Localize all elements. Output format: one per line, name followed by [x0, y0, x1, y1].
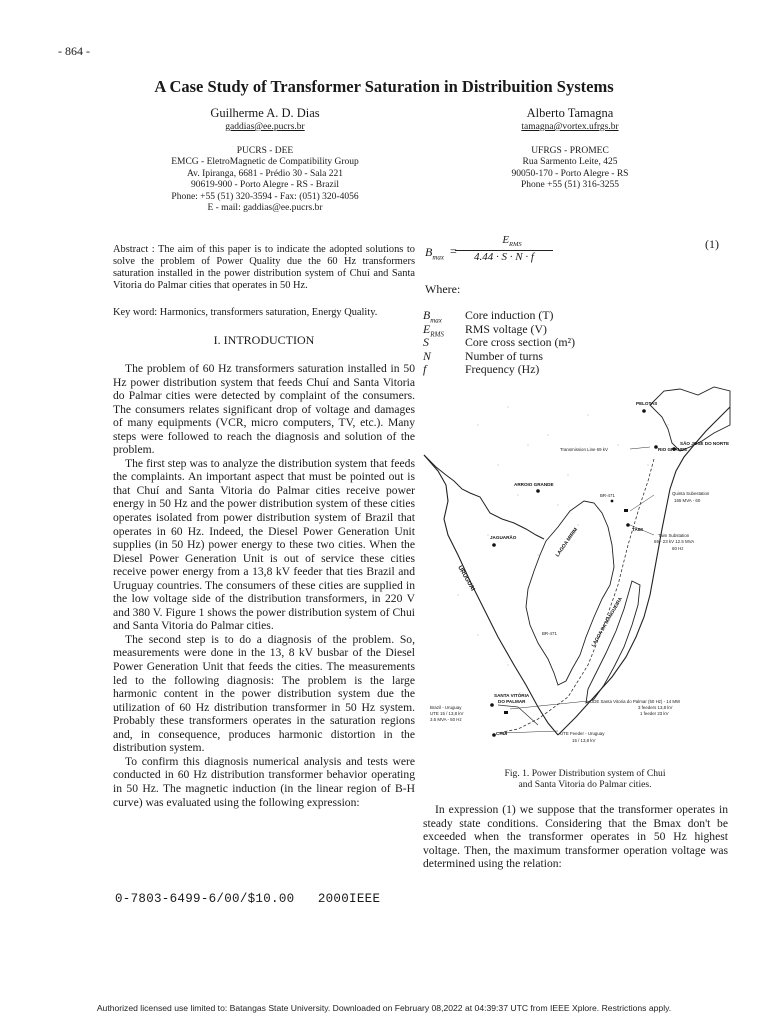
map-label-rio-grande: RIO GRANDE	[658, 447, 688, 452]
author-2-email[interactable]: tamagna@vortex.ufrgs.br	[521, 122, 619, 132]
author-1-email[interactable]: gaddias@ee.pucrs.br	[225, 122, 305, 132]
map-label-santa-vitoria-2: DO PALMAR	[498, 699, 526, 704]
map-label-brazil-uruguay-2: UTE 15 / 13,8 kV	[430, 711, 464, 716]
map-label-ude-2: 3 feeders 13,8 kV	[638, 705, 673, 710]
caption-line: and Santa Vitoria do Palmar cities.	[518, 779, 652, 790]
affiliation-line: E - mail: gaddias@ee.pucrs.br	[207, 203, 323, 214]
affiliation-line: 90619-900 - Porto Alegre - RS - Brazil	[190, 180, 340, 191]
keywords: Key word: Harmonics, transformers saturation, Energy Quality.	[113, 307, 378, 318]
affiliation-line: PUCRS - DEE	[236, 146, 294, 156]
author-1-name: Guilherme A. D. Dias	[210, 106, 320, 120]
map-label-brazil-uruguay-1: Brazil - Uruguay	[430, 705, 462, 710]
equation-lhs: $B_{max}$	[425, 245, 445, 262]
right-column-paragraph	[423, 803, 728, 871]
author-2-name: Alberto Tamagna	[526, 106, 614, 120]
figure-caption	[470, 768, 700, 790]
map-label-ude-1: UDE Santa Vitoria do Palmar (50 Hz) - 14 MW	[590, 699, 681, 704]
paper-title: A Case Study of Transformer Saturation in Distribuition Systems	[154, 77, 614, 96]
map-label-lagoa-mirim: LAGOA MIRIM	[554, 526, 580, 559]
copyright-code: 0-7803-6499-6/00/$10.00 2000IEEE	[115, 892, 381, 906]
equation-number: (1)	[705, 237, 719, 251]
author-1-affiliation	[130, 146, 400, 214]
transmission-line	[628, 459, 654, 545]
section-heading: I. INTRODUCTION	[213, 333, 315, 347]
equals-sign: =	[450, 244, 457, 258]
affiliation-line: Rua Sarmento Leite, 425	[522, 157, 618, 168]
author-2-affiliation	[470, 146, 670, 192]
feeder-line	[498, 545, 628, 733]
intro-paragraph: The first step was to analyze the distribution system that feeds the complaints. An important aspect that must be pointed out is that Chuí and Santa Vitoria do Palmar cities receive power energy in 50 Hz and the power distribution system of these cities operates isolated from power distribution system of Brazil that operates in 60 Hz. Indeed, the Diesel Power Generation Unit supplies (in 50 Hz) power energy to these two cities. When the Diesel Power Generation Unit is out of service these cities receive power energy from a 13,8 kV feeder that ties Brazil and Uruguay countries. The consumers of these cities are supplied in the low voltage side of the distribution transformers, in 220 V and 380 V. Figure 1 shows the power distribution system of Chui and Santa Vitoria do Palmar cities.	[113, 456, 415, 633]
body-paragraph: In expression (1) we suppose that the transformer operates in steady state conditions. Considering that the Bmax don't be exceeded when the transformer operates in 50 Hz highest voltage. Then, the maximum transformer operation voltage was determined using the relation:	[423, 803, 728, 871]
map-label-ute-feeder-1: UTE Feeder - Uruguay	[560, 731, 605, 736]
equation-1	[425, 236, 725, 276]
distribution-map-figure	[418, 385, 734, 763]
map-label-taim-sub-3: 60 Hz	[672, 546, 684, 551]
variable-row: N Number of turns	[423, 348, 543, 363]
map-label-lagoa-mangueira: LAGOA DA MANGUEIRA	[591, 596, 624, 648]
lagoa-mirim	[526, 501, 614, 685]
map-label-transmission: Transmission Line 69 kV	[560, 447, 608, 452]
variable-row: $E_{RMS}$ RMS voltage (V)	[423, 321, 547, 338]
city-markers	[490, 409, 676, 737]
caption-line: Fig. 1. Power Distribution system of Chui	[504, 768, 666, 779]
map-label-sao-jose: SÃO JOSÉ DO NORTE	[680, 441, 730, 446]
variable-row: f Frequency (Hz)	[423, 362, 540, 377]
coastline	[558, 407, 730, 735]
license-notice: Authorized licensed use limited to: Batangas State University. Downloaded on February 08,2022 at 04:39:37 UTC from IEEE Xplore. Restrictions apply.	[96, 1003, 672, 1013]
label-leaders	[502, 447, 654, 733]
map-label-brazil-uruguay-3: 3.5 MVA - 50 Hz	[430, 717, 462, 722]
map-label-uruguai: URUGUAI	[456, 565, 476, 593]
variable-list	[423, 309, 723, 377]
uruguay-border	[424, 455, 544, 539]
abstract: Abstract : The aim of this paper is to indicate the adopted solutions to solve the problem of Power Quality due the 60 Hz transformers saturation installed in the power distribution system of Chuí and Santa Vitoria do Palmar cities that operates in 50 Hz.	[113, 244, 415, 291]
equation-numerator: $E_{RMS}$	[502, 234, 522, 249]
map-label-ude-3: 1 feeder 23 kV	[640, 711, 669, 716]
intro-body	[113, 362, 415, 809]
page-number: - 864 -	[58, 44, 90, 58]
intro-paragraph: To confirm this diagnosis numerical analysis and tests were conducted in 60 Hz distribution transformer behavior operating in 50 Hz. The magnetic induction (in the linear region of B-H curve) was evaluated using the following expression:	[113, 754, 415, 809]
map-label-arroio-grande: ARROIO GRANDE	[514, 482, 554, 487]
affiliation-line: Av. Ipiranga, 6681 - Prédio 30 - Sala 221	[187, 168, 343, 179]
map-label-santa-vitoria-1: SANTA VITÓRIA	[494, 693, 530, 698]
affiliation-line: Phone +55 (51) 316-3255	[521, 180, 619, 191]
map-label-ute-feeder-2: 15 / 13,8 kV	[572, 738, 596, 743]
map-label-quinta-2: 165 MVA - 60	[674, 498, 701, 503]
intro-paragraph: The second step is to do a diagnosis of the problem. So, measurements were done in the 13, 8 kV busbar of the Diesel Power Generation Unit that feeds the cities. The measurements led to the following diagnosis: The problem is the large harmonic content in the power distribution system due the utilization of 60 Hz distribution transformer in 50 Hz system. Probably these transformers operates in the saturation regions and, in consequence, produces harmonic distortion in the distribution system.	[113, 632, 415, 755]
affiliation-line: Phone: +55 (51) 320-3594 - Fax: (051) 320-4056	[171, 191, 359, 202]
affiliation-line: UFRGS - PROMEC	[531, 146, 609, 156]
map-label-br471-mid: BR-471	[542, 631, 557, 636]
map-label-taim-sub-1: Taim Substation	[658, 533, 690, 538]
equation-denominator: 4.44 · S · N · f	[474, 251, 534, 263]
map-label-br471-top: BR-471	[600, 493, 615, 498]
map-label-jaguarao: JAGUARÃO	[490, 535, 517, 540]
uruguay-border	[424, 455, 558, 735]
map-label-taim-sub-2: 69 - 23 kV 12.5 MVA	[654, 539, 695, 544]
where-label: Where:	[425, 282, 461, 296]
intro-paragraph: The problem of 60 Hz transformers saturation installed in 50 Hz power distribution system that feeds Chuí and Santa Vitoria do Palmar cities were detected by complaint of the consumers. The consumers relates significant drop of voltage and damages of many equipments (VCR, micro computers, TV, etc.). Many steps were followed to reach the diagnosis and solution of the problem.	[113, 362, 415, 457]
map-label-quinta-1: Quinta Subestation	[672, 491, 710, 496]
variable-row: S Core cross section (m²)	[423, 335, 576, 350]
map-label-chui: CHUÍ	[496, 731, 508, 736]
affiliation-line: EMCG - EletroMagnetic de Compatibility Group	[171, 157, 359, 168]
affiliation-line: 90050-170 - Porto Alegre - RS	[511, 168, 629, 179]
variable-row: $B_{max}$ Core induction (T)	[423, 308, 554, 325]
map-label-pelotas: PELOTAS	[636, 401, 658, 406]
map-label-taim: TAIM	[632, 527, 643, 532]
